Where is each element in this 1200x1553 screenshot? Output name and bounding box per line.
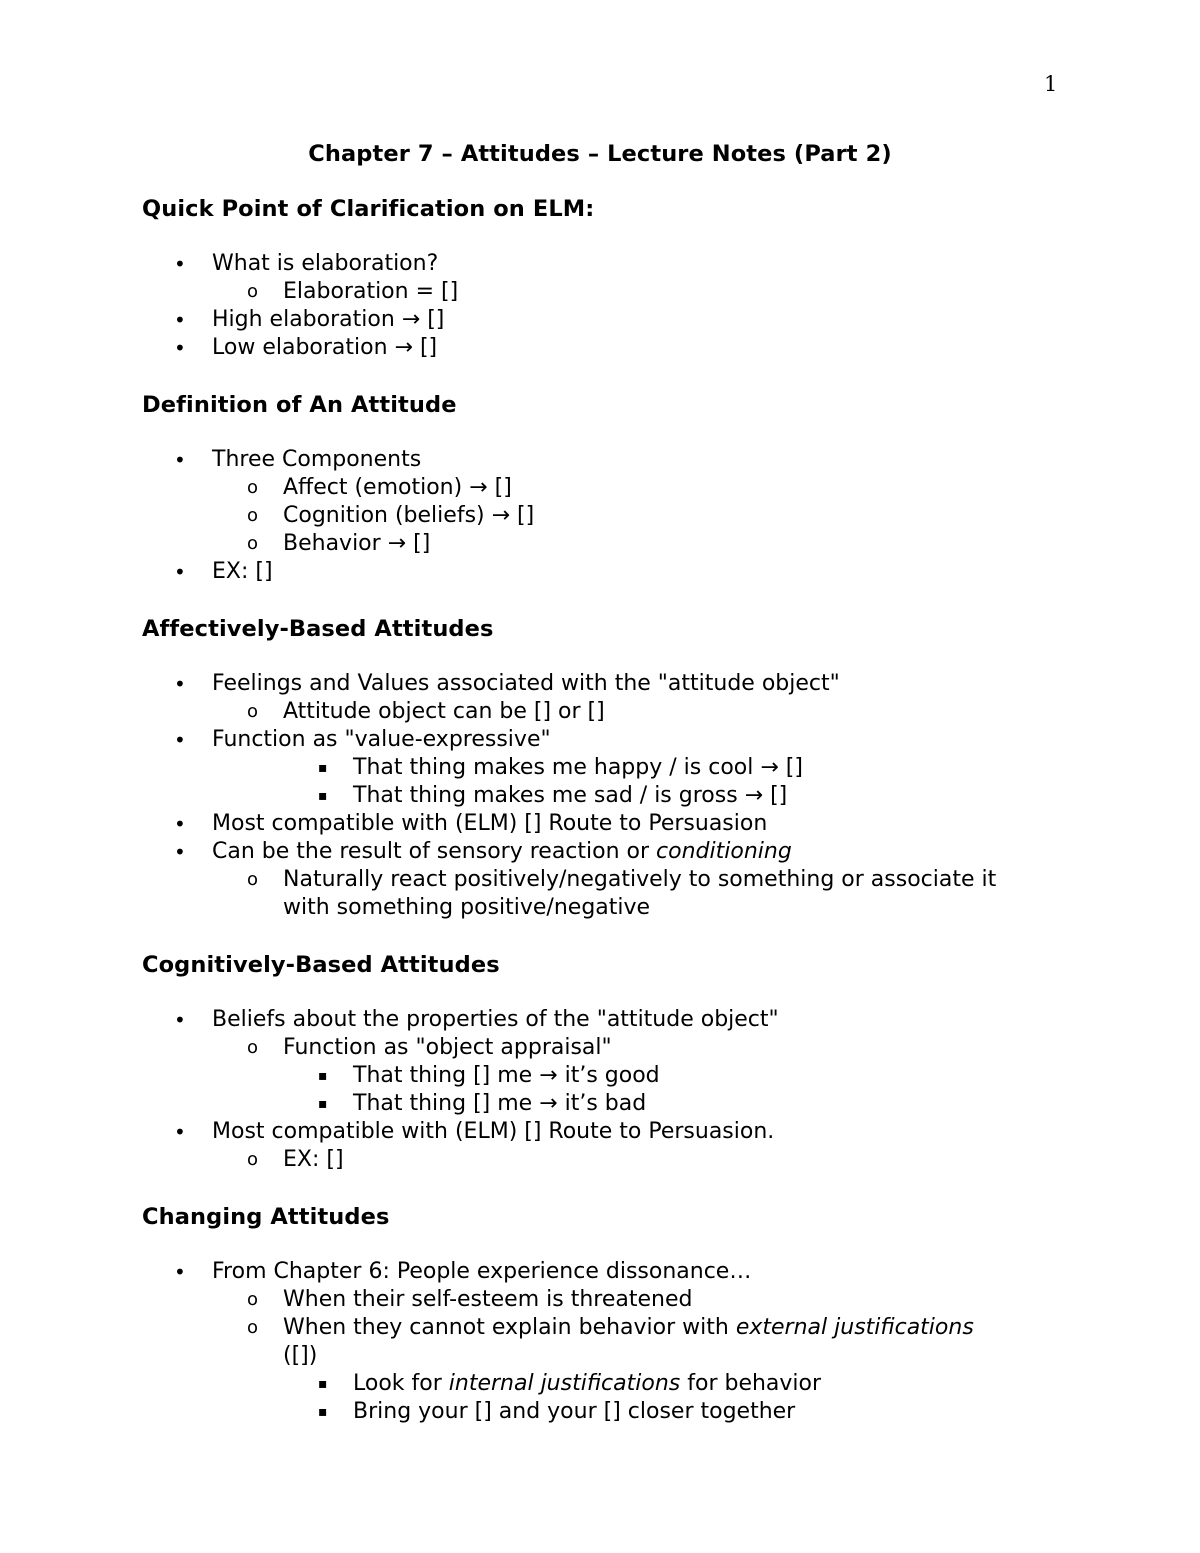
list-item: o Elaboration = [] (247, 279, 459, 304)
circle-bullet-icon: o (247, 701, 259, 722)
disc-bullet-icon: • (174, 1260, 186, 1284)
circle-bullet-icon: o (247, 1289, 259, 1310)
list-item: o When their self-esteem is threatened (247, 1287, 693, 1312)
section-elm-clarification (142, 196, 1062, 362)
list-item: ▪ Bring your [] and your [] closer together (318, 1399, 796, 1424)
disc-bullet-icon: • (174, 672, 186, 696)
square-bullet-icon: ▪ (318, 1096, 328, 1112)
bullet-list (142, 446, 1062, 586)
section-heading: Definition of An Attitude (142, 392, 457, 418)
page-title: Chapter 7 – Attitudes – Lecture Notes (Part 2) (308, 141, 892, 167)
square-bullet-icon: ▪ (318, 760, 328, 776)
document-body (142, 196, 1062, 1456)
list-item: • Feelings and Values associated with the "attitude object" (174, 671, 840, 696)
list-item: • EX: [] (174, 559, 273, 584)
disc-bullet-icon: • (174, 308, 186, 332)
list-item: ▪ That thing makes me sad / is gross → [] (318, 783, 788, 808)
disc-bullet-icon: • (174, 560, 186, 584)
section-affective-attitudes (142, 616, 1062, 922)
list-item: • Can be the result of sensory reaction or conditioning (174, 839, 792, 864)
list-item: o Affect (emotion) → [] (247, 475, 512, 500)
section-attitude-definition (142, 392, 1062, 586)
list-item: • Most compatible with (ELM) [] Route to Persuasion (174, 811, 768, 836)
disc-bullet-icon: • (174, 252, 186, 276)
list-item: ▪ That thing makes me happy / is cool → [] (318, 755, 803, 780)
list-item: • Most compatible with (ELM) [] Route to Persuasion. (174, 1119, 775, 1144)
section-heading: Cognitively-Based Attitudes (142, 952, 500, 978)
page-number: 1 (1044, 72, 1058, 96)
list-item: o Cognition (beliefs) → [] (247, 503, 535, 528)
list-item: ▪ That thing [] me → it’s good (318, 1063, 660, 1088)
bullet-list (142, 1258, 1062, 1426)
list-item: o EX: [] (247, 1147, 344, 1172)
section-cognitive-attitudes (142, 952, 1062, 1174)
circle-bullet-icon: o (247, 533, 259, 554)
bullet-list (142, 670, 1062, 922)
circle-bullet-icon: o (247, 1037, 259, 1058)
list-item: ▪ Look for internal justifications for behavior (318, 1371, 822, 1396)
circle-bullet-icon: o (247, 1149, 259, 1170)
section-heading: Changing Attitudes (142, 1204, 390, 1230)
circle-bullet-icon: o (247, 505, 259, 526)
emphasis-text: internal justifications (448, 1371, 681, 1396)
section-heading: Affectively-Based Attitudes (142, 616, 494, 642)
list-item: ▪ That thing [] me → it’s bad (318, 1091, 647, 1116)
disc-bullet-icon: • (174, 728, 186, 752)
bullet-list (142, 1006, 1062, 1174)
disc-bullet-icon: • (174, 840, 186, 864)
circle-bullet-icon: o (247, 281, 259, 302)
circle-bullet-icon: o (247, 869, 259, 890)
list-item: • From Chapter 6: People experience dissonance… (174, 1259, 752, 1284)
disc-bullet-icon: • (174, 448, 186, 472)
list-item: • High elaboration → [] (174, 307, 445, 332)
emphasis-text: external justifications (735, 1315, 974, 1340)
list-item: o Attitude object can be [] or [] (247, 699, 605, 724)
list-item: o When they cannot explain behavior with external justifications ([]) (247, 1315, 974, 1368)
list-item: • Beliefs about the properties of the "attitude object" (174, 1007, 779, 1032)
circle-bullet-icon: o (247, 477, 259, 498)
list-item: o Naturally react positively/negatively to something or associate it with something positive/negative (247, 867, 997, 920)
list-item: • Function as "value-expressive" (174, 727, 551, 752)
list-item: • Low elaboration → [] (174, 335, 438, 360)
section-heading: Quick Point of Clarification on ELM: (142, 196, 595, 222)
square-bullet-icon: ▪ (318, 1068, 328, 1084)
list-item: • What is elaboration? (174, 251, 439, 276)
list-item: o Behavior → [] (247, 531, 431, 556)
circle-bullet-icon: o (247, 1317, 259, 1338)
square-bullet-icon: ▪ (318, 1376, 328, 1392)
disc-bullet-icon: • (174, 1120, 186, 1144)
section-changing-attitudes (142, 1204, 1062, 1426)
disc-bullet-icon: • (174, 1008, 186, 1032)
bullet-list (142, 250, 1062, 362)
list-item: o Function as "object appraisal" (247, 1035, 612, 1060)
list-item: • Three Components (174, 447, 422, 472)
emphasis-text: conditioning (656, 839, 792, 864)
disc-bullet-icon: • (174, 336, 186, 360)
disc-bullet-icon: • (174, 812, 186, 836)
square-bullet-icon: ▪ (318, 1404, 328, 1420)
square-bullet-icon: ▪ (318, 788, 328, 804)
